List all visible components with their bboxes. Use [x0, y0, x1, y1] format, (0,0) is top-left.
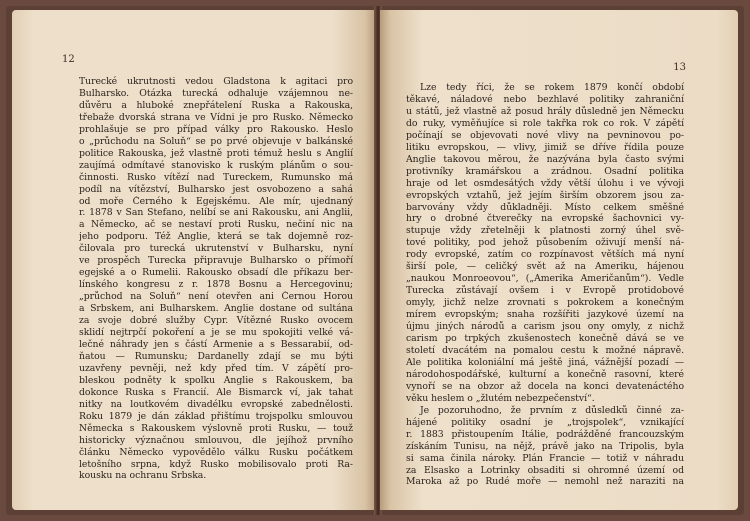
text-line: politice Rakouska, jež vlastně proti témuž heslu s Anglií	[79, 147, 353, 159]
text-line: carism po trpkých zkušenostech konečně dává se ve	[406, 333, 684, 345]
text-line: o „průchodu na Soluň“ se po prvé objevuje v balkánské	[79, 135, 353, 147]
text-line: získáním Tunisu, na nějž, právě jako na Tripolis, byla	[406, 440, 684, 452]
text-line: Maroka až po Rudé moře — nemohl než naraziti na	[406, 476, 684, 488]
text-line: „průchod na Soluň“ není otevřen ani Černou Horou	[79, 291, 353, 303]
open-book	[6, 6, 744, 515]
text-line: mírem evropským; snaha rozšířiti jazykové území na	[406, 309, 684, 321]
text-line: si sama činila nároky. Plán Francie — totiž v náhradu	[406, 452, 684, 464]
text-line: za Elsasko a Lotrinky obsaditi si ohromné území od	[406, 464, 684, 476]
text-line: od moře Černého k Egejskému. Ale mír, ujednaný	[79, 195, 353, 207]
text-line: důvěru a hluboké znepřátelení Ruska a Rakouska,	[79, 99, 353, 111]
text-line: Lze tedy říci, že se rokem 1879 končí období	[420, 82, 684, 93]
text-line: počínají se objevovati nové vlivy na pevninovou po-	[406, 129, 684, 141]
right-page	[380, 10, 738, 510]
text-line: činnosti. Rusko vítězí nad Tureckem, Rumunsko má	[79, 171, 353, 183]
text-line: omyly, jichž nelze zrovnati s pokrokem a konečným	[406, 297, 684, 309]
text-line: Ale politika koloniální má ještě jiná, vážnější pozadí —	[406, 356, 684, 368]
text-line: věku heslem o „žlutém nebezpečenství“.	[406, 392, 595, 404]
text-line: bleskou podněty k spolku Anglie s Rakouskem, ba	[79, 374, 353, 386]
text-line: Turecké ukrutnosti vedou Gladstona k agitaci pro	[79, 76, 353, 87]
text-line: jeho podporu. Též Anglie, která se tak dojemně roz-	[79, 231, 353, 243]
page-number: 12	[62, 54, 75, 65]
page-number: 13	[673, 62, 686, 73]
text-line: třebaže dvorská strana ve Vídni je pro Rusko. Německo	[79, 111, 353, 123]
text-line: a Německo, ač se nestaví proti Rusku, nečiní nic na	[79, 219, 353, 231]
text-line: těkavé, náladové nebo bezhlavé politiky zahraniční	[406, 93, 684, 105]
text-line: Roku 1879 je dán základ přištímu trojspolku smlouvou	[79, 410, 353, 422]
text-line: čilovala pro turecká ukrutenství v Bulharsku, nyní	[79, 243, 353, 255]
text-line: sklidí nejtrpčí pokoření a je se mu spokojiti velké vá-	[79, 327, 353, 339]
text-line: národohospodářské, kulturní a konečně rasovní, které	[406, 368, 684, 380]
text-line: Je pozoruhodno, že prvním z důsledků činné za-	[420, 404, 684, 416]
text-line: barvovány vždy důkladněji. Místo celkem směšné	[406, 201, 684, 213]
text-line: ňatou — Rumunsku; Dardanelly zdají se mu býti	[79, 350, 353, 362]
text-line: kousku na ochranu Srbska.	[79, 470, 207, 482]
text-line: zaujímá odmítavé stanovisko k ruským plánům o sou-	[79, 159, 353, 171]
text-line: újmu jiných národů a carism jsou ony omyly, z nichž	[406, 321, 684, 333]
text-line: vynoří se na obzor až docela na konci devatenáctého	[406, 380, 684, 392]
text-line: uzavřeny pevněji, než kdy před tím. V zápětí pro-	[79, 362, 353, 374]
text-line: Bulharsko. Otázka turecká odhaluje vzájemnou ne-	[79, 87, 353, 99]
text-line: egejské a o Rumelii. Rakousko obsadí dle příkazu ber-	[79, 267, 353, 279]
left-page	[12, 10, 376, 510]
text-line: hájené politiky osadní je „trojspolek“, vznikající	[406, 416, 684, 428]
text-line: línského kongresu z r. 1878 Bosnu a Hercegovinu;	[79, 279, 353, 291]
text-line: ve prospěch Turecka připravuje Bulharsko o přímoří	[79, 255, 353, 267]
text-line: r. 1883 přistoupením Itálie, podrážděné francouzským	[406, 428, 684, 440]
text-line: Turecka zůstávají ovšem i v Evropě protidobové	[406, 285, 684, 297]
text-line: protivníky kramářskou a zrádnou. Osadní politika	[406, 165, 684, 177]
text-line: „naukou Monroeovou“, („Amerika Američanům“). Vedle	[406, 273, 684, 285]
text-line: litiku evropskou, — vlivy, jimiž se dříve řídila pouze	[406, 141, 684, 153]
text-line: nitky na loutkovém divadélku evropské zabednělosti.	[79, 398, 353, 410]
text-line: letošního srpna, když Rusko mobilisovalo proti Ra-	[79, 458, 353, 470]
text-line: rody evropské, zatím co rozpínavost větších má nyní	[406, 249, 684, 261]
text-line: historicky význačnou smlouvou, dle jejíhož prvního	[79, 434, 353, 446]
page-text	[406, 82, 684, 488]
text-line: a Srbskem, ani Bulharskem. Anglie dostane od sultána	[79, 303, 353, 315]
text-line: podíl na vítězství, Bulharsko jest osvobozeno a sahá	[79, 183, 353, 195]
text-line: Německa s Rakouskem výslovně proti Rusku, — touž	[79, 422, 353, 434]
text-line: stupuje vždy zřetelněji k platnosti zorný úhel svě-	[406, 225, 684, 237]
text-line: dokonce Ruska s Francií. Ale Bismarck ví, jak tahat	[79, 386, 353, 398]
text-line: prohlašuje se pro případ války pro Rakousko. Heslo	[79, 123, 353, 135]
text-line: u států, jež vlastně až posud hrály důsledně jen Německu	[406, 105, 684, 117]
text-line: r. 1878 v San Stefano, nelíbí se ani Rakousku, ani Anglii,	[79, 207, 353, 219]
text-line: evropských vztahů, jež jejím širším obzorem jsou za-	[406, 189, 684, 201]
text-line: hry o drobné čtverečky na evropské šachovnici vy-	[406, 213, 684, 225]
text-line: tové politiky, pod jehož působením oživují menší ná-	[406, 237, 684, 249]
page-text	[79, 76, 353, 482]
text-line: za svoje dobré služby Cypr. Vítězné Rusko ovocem	[79, 315, 353, 327]
text-line: století dvacátém na pomalou cestu k možné nápravě.	[406, 344, 684, 356]
text-line: článku Německo vypovědělo válku Rusku počátkem	[79, 446, 353, 458]
text-line: Anglie takovou měrou, že nazývána byla často svými	[406, 153, 684, 165]
text-line: do ruky, vyměňujíce si role takřka rok co rok. V zápětí	[406, 117, 684, 129]
text-line: širší pole, — celičký svět až na Ameriku, hájenou	[406, 261, 684, 273]
text-line: lečné náhrady jen s částí Armenie a s Bessarabií, od-	[79, 338, 353, 350]
text-line: hraje od let osmdesátých vždy větší úlohu i ve vývoji	[406, 177, 684, 189]
